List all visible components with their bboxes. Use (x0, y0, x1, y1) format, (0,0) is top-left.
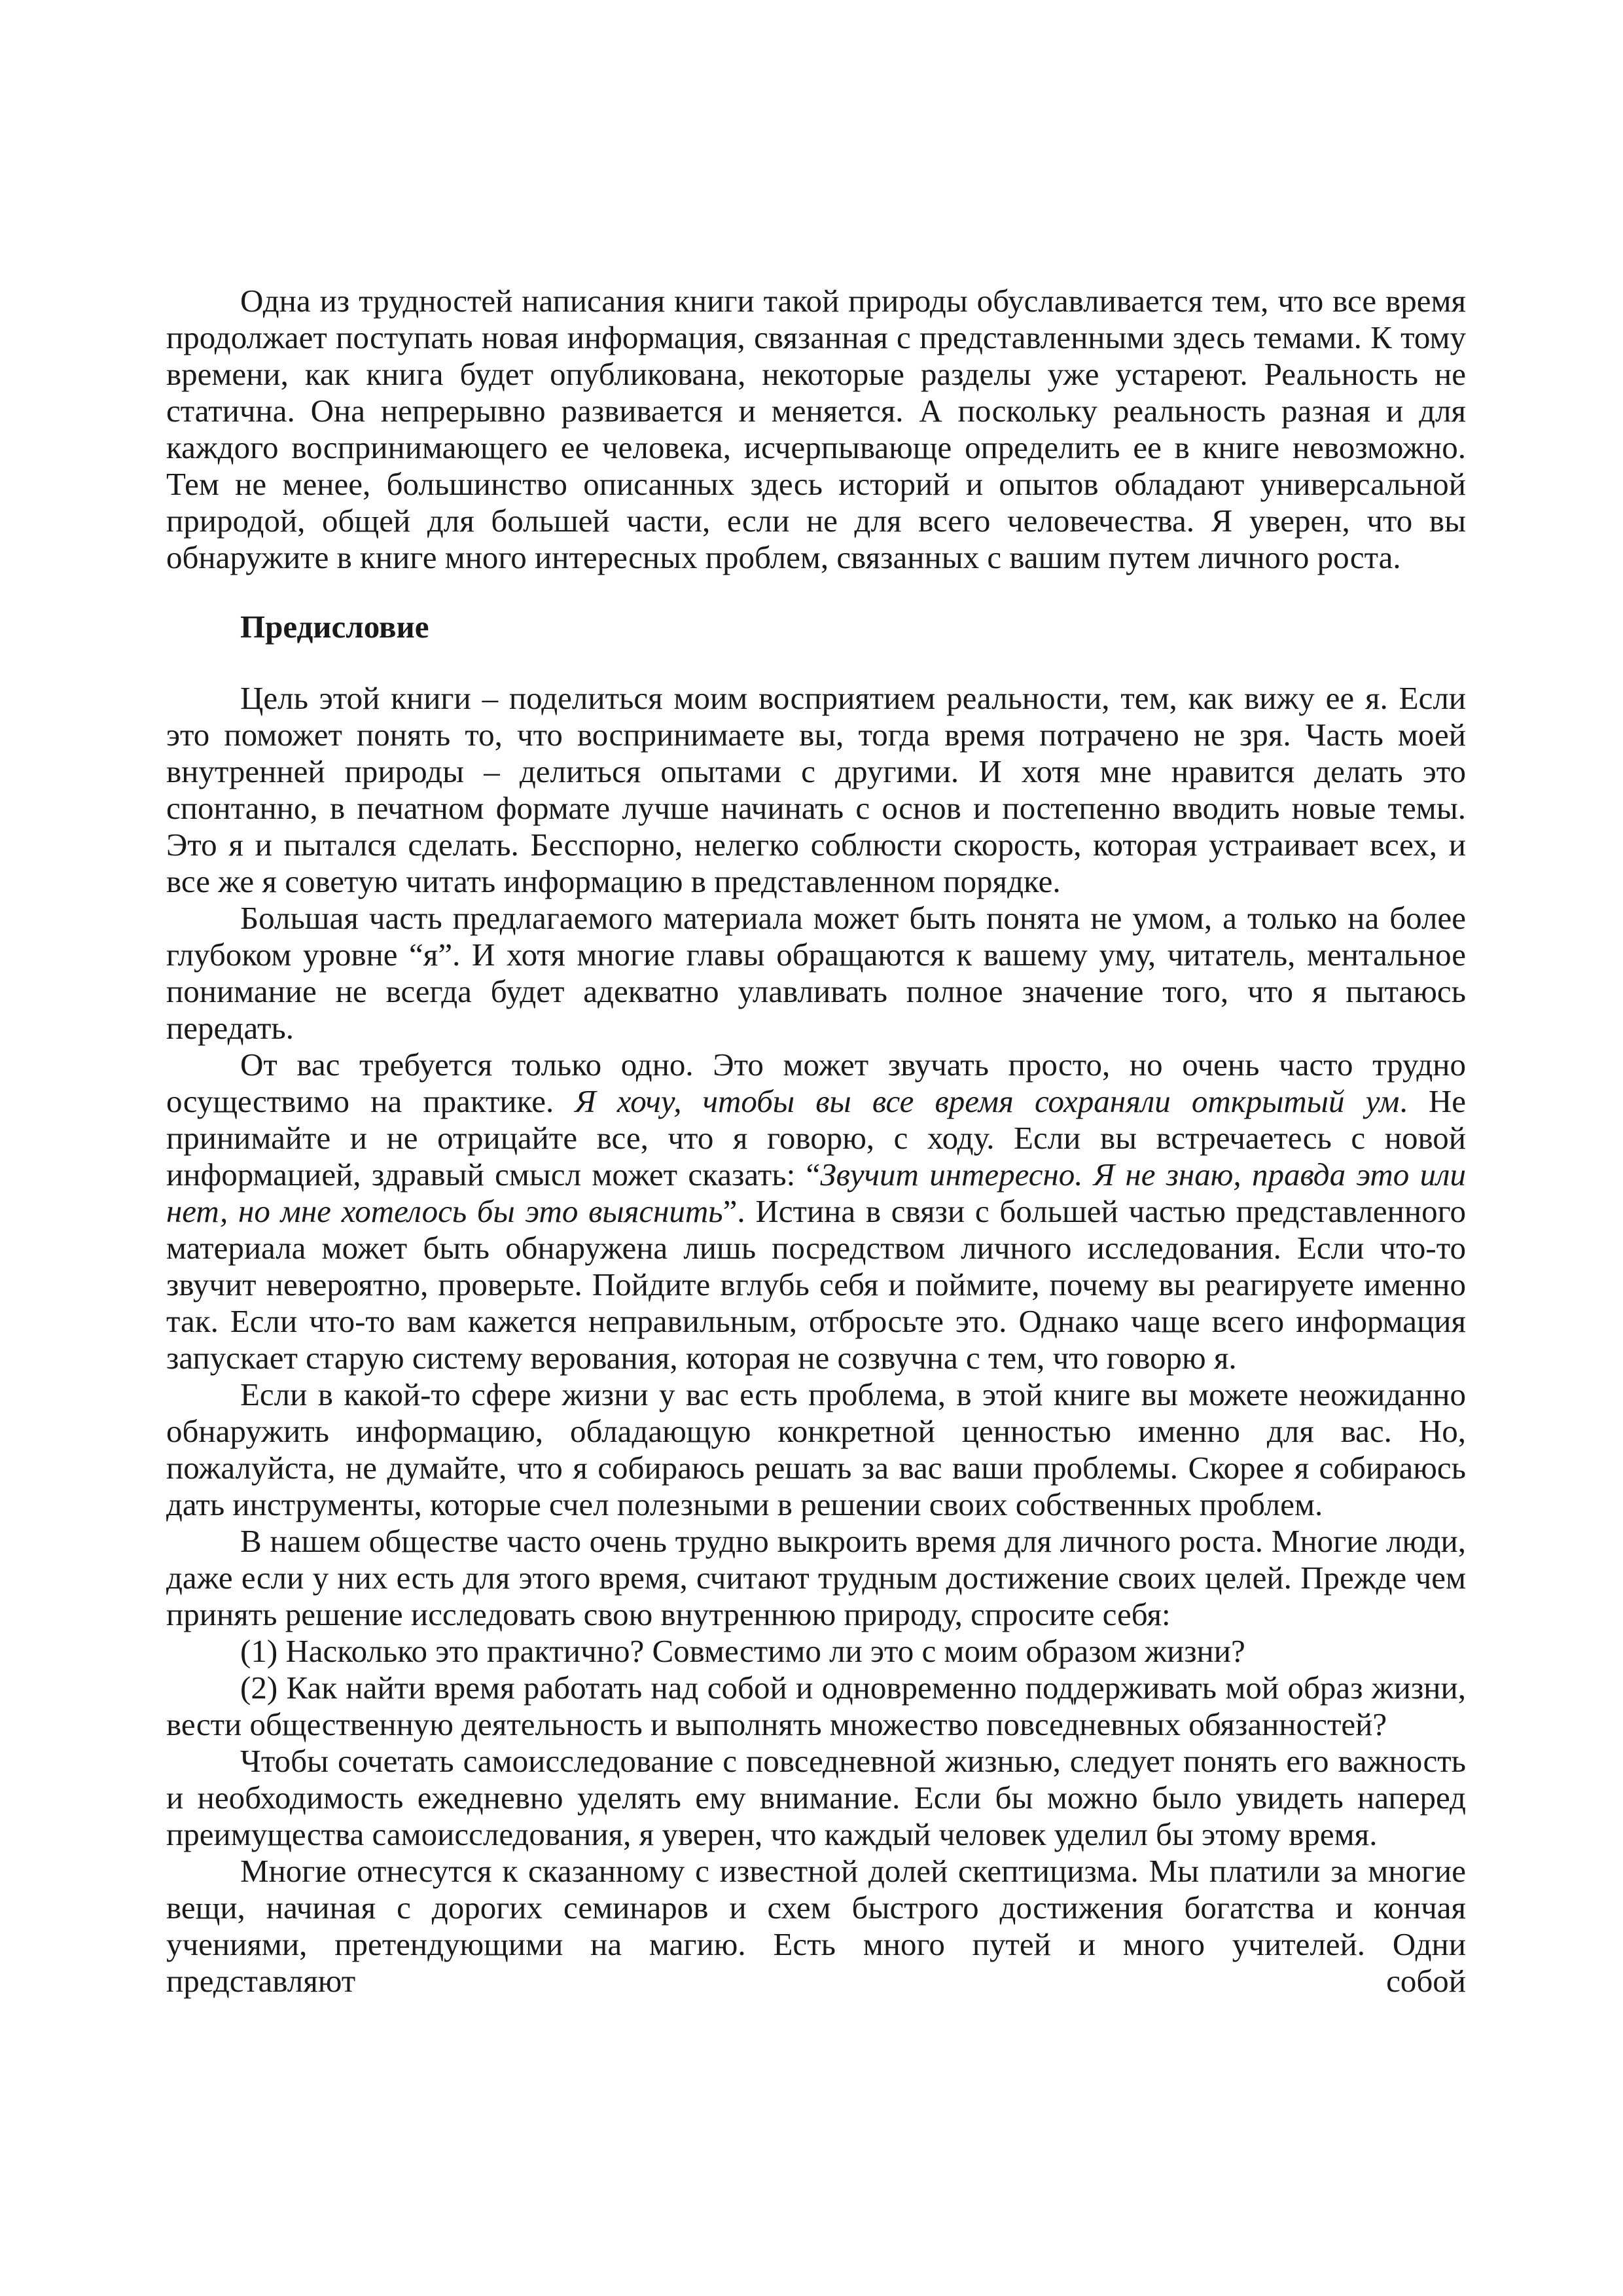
paragraph-5: В нашем обществе часто очень трудно выкроить время для личного роста. Многие люди, даже если у них есть для этого время, считают трудным достижение своих целей. Прежде чем принять решение исследовать свою внутреннюю природу, спросите себя: (166, 1523, 1466, 1632)
paragraph-3-italic-2: Звучит интересно. Я не знаю, правда это или нет, но мне хотелось бы это выяснить (166, 1157, 1467, 1229)
paragraph-4: Если в какой-то сфере жизни у вас есть проблема, в этой книге вы можете неожиданно обнаружить информацию, обладающую конкретной ценностью именно для вас. Но, пожалуйста, не думайте, что я собираюсь решать за вас ваши проблемы. Скорее я собираюсь дать инструменты, которые счел полезными в решении своих собственных проблем. (166, 1376, 1466, 1522)
paragraph-6: (1) Насколько это практично? Совместимо ли это с моим образом жизни? (240, 1633, 1245, 1669)
paragraph-3-part-2: . Не принимайте и не отрицайте все, что я говорю, с ходу. Если вы встречаетесь с новой информацией, здравый смысл может сказать: “ (166, 1083, 1467, 1193)
paragraph-3 (166, 1047, 1466, 1376)
body-text (166, 283, 1466, 2000)
paragraph-8: Чтобы сочетать самоисследование с повседневной жизнью, следует понять его важность и необходимость ежедневно уделять ему внимание. Если бы можно было увидеть наперед преимущества самоисследования, я уверен, что каждый человек уделил бы этому время. (166, 1743, 1466, 1852)
intro-paragraph: Одна из трудностей написания книги такой природы обуславливается тем, что все время продолжает поступать новая информация, связанная с представленными здесь темами. К тому времени, как книга будет опубликована, некоторые разделы уже устареют. Реальность не статична. Она непрерывно развивается и меняется. А поскольку реальность разная и для каждого воспринимающего ее человека, исчерпывающе определить ее в книге невозможно. Тем не менее, большинство описанных здесь историй и опытов обладают универсальной природой, общей для большей части, если не для всего человечества. Я уверен, что вы обнаружите в книге много интересных проблем, связанных с вашим путем личного роста. (166, 283, 1466, 575)
paragraph-2: Большая часть предлагаемого материала может быть понята не умом, а только на более глубоком уровне “я”. И хотя многие главы обращаются к вашему уму, читатель, ментальное понимание не всегда будет адекватно улавливать полное значение того, что я пытаюсь передать. (166, 900, 1466, 1046)
section-heading: Предисловие (240, 609, 429, 645)
paragraph-9: Многие отнесутся к сказанному с известной долей скептицизма. Мы платили за многие вещи, начиная с дорогих семинаров и схем быстрого достижения богатства и кончая учениями, претендующими на магию. Есть много путей и много учителей. Одни представляют собой (166, 1853, 1466, 1999)
paragraph-7: (2) Как найти время работать над собой и одновременно поддерживать мой образ жизни, вести общественную деятельность и выполнять множество повседневных обязанностей? (166, 1670, 1466, 1742)
paragraph-3-italic-1: Я хочу, чтобы вы все время сохраняли открытый ум (575, 1083, 1400, 1119)
paragraph-3-part-1: От вас требуется только одно. Это может звучать просто, но очень часто трудно осуществимо на практике. (166, 1047, 1466, 1119)
paragraph-3-part-3: ”. Истина в связи с большей частью представленного материала может быть обнаружена лишь посредством личного исследования. Если что-то звучит невероятно, проверьте. Пойдите вглубь себя и поймите, почему вы реагируете именно так. Если что-то вам кажется неправильным, отбросьте это. Однако чаще всего информация запускает старую систему верования, которая не созвучна с тем, что говорю я. (166, 1193, 1466, 1376)
paragraph-1: Цель этой книги – поделиться моим восприятием реальности, тем, как вижу ее я. Если это поможет понять то, что воспринимаете вы, тогда время потрачено не зря. Часть моей внутренней природы – делиться опытами с другими. И хотя мне нравится делать это спонтанно, в печатном формате лучше начинать с основ и постепенно вводить новые темы. Это я и пытался сделать. Бесспорно, нелегко соблюсти скорость, которая устраивает всех, и все же я советую читать информацию в представленном порядке. (166, 680, 1466, 899)
